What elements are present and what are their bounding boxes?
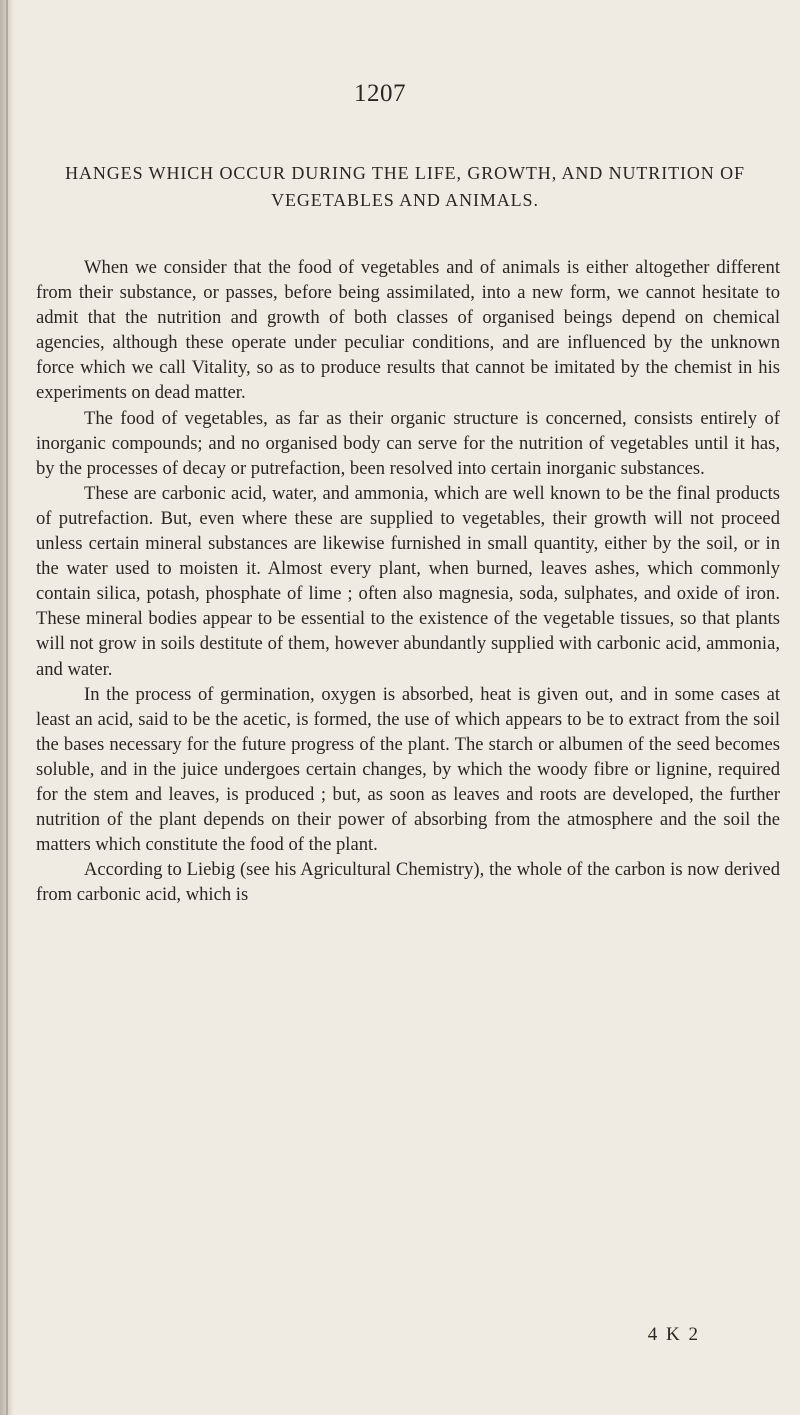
signature-mark: 4 K 2 — [647, 1324, 700, 1345]
paragraph: The food of vegetables, as far as their organic structure is concerned, consists entirely of inorganic compounds; and no organised body can serve for the nutrition of vegetables until it has, by the processes of decay or putrefaction, been resolved into certain inorganic substances. — [36, 407, 780, 479]
paragraph: In the process of germination, oxygen is absorbed, heat is given out, and in some cases at least an acid, said to be the acetic, is formed, the use of which appears to be to extract from the soil the bases necessary for the future progress of the plant. The starch or albumen of the seed becomes soluble, and in the juice undergoes certain changes, by which the woody fibre or lignine, required for the stem and leaves, is produced ; but, as soon as leaves and roots are developed, the further nutrition of the plant depends on their power of absorbing from the atmosphere and the soil the matters which constitute the food of the plant. — [36, 683, 780, 856]
page-number: 1207 — [354, 80, 406, 107]
binding-edge-line — [6, 0, 8, 1415]
section-heading: HANGES WHICH OCCUR DURING THE LIFE, GROWTH, AND NUTRITION OF VEGETABLES AND ANIMALS. — [65, 163, 745, 210]
paragraph: According to Liebig (see his Agricultural Chemistry), the whole of the carbon is now derived from carbonic acid, which is — [36, 859, 780, 906]
paragraph: These are carbonic acid, water, and ammonia, which are well known to be the final products of putrefaction. But, even where these are supplied to vegetables, their growth will not proceed unless certain mineral substances are likewise furnished in small quantity, either by the soil, or in the water used to moisten it. Almost every plant, when burned, leaves ashes, which commonly contain silica, potash, phosphate of lime ; often also magnesia, soda, sulphates, and oxide of iron. These mineral bodies appear to be essential to the existence of the vegetable tissues, so that plants will not grow in soils destitute of them, however abundantly supplied with carbonic acid, ammonia, and water. — [36, 482, 780, 680]
paragraph: When we consider that the food of vegetables and of animals is either altogether different from their substance, or passes, before being assimilated, into a new form, we cannot hesitate to admit that the nutrition and growth of both classes of organised beings depend on chemical agencies, although these operate under peculiar conditions, and are influenced by the unknown force which we call Vitality, so as to produce results that cannot be imitated by the chemist in his experiments on dead matter. — [36, 257, 780, 404]
body-text — [36, 255, 780, 907]
